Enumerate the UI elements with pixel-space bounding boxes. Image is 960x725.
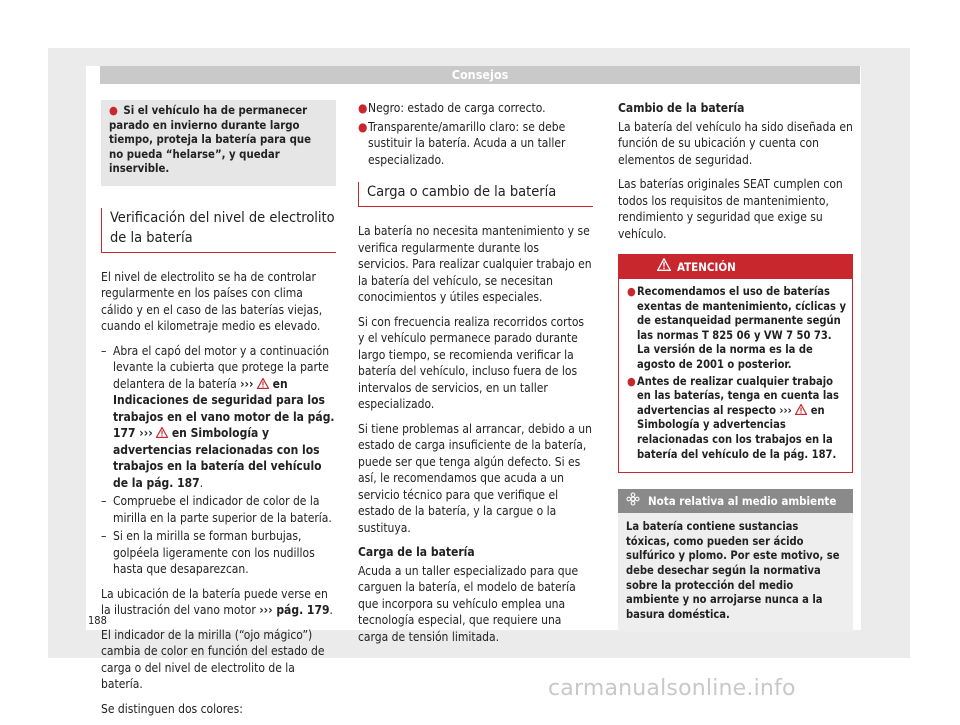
- warning-icon: [657, 258, 671, 271]
- bullet-icon: ●: [109, 104, 118, 117]
- column-2: [358, 100, 593, 653]
- section-header: Consejos: [100, 66, 860, 84]
- paragraph: Si con frecuencia realiza recorridos cortos y el vehículo permanece parado durante largo tiempo, se recomienda verificar la batería del vehículo, incluso fuera de los intervalos de servicios, en un taller especializado.: [358, 314, 585, 411]
- paragraph: Si tiene problemas al arrancar, debido a un estado de carga insuficiente de la batería, puede ser que tenga algún defecto. Si es así, le recomendamos que acuda a un servicio técnico para que verifique el estado de la batería, y la cargue o la sustituya.: [358, 421, 592, 535]
- note-box: [101, 100, 336, 186]
- list-item: ● Transparente/amarillo claro: se debe sustituir la batería. Acuda a un taller especializado.: [358, 119, 566, 167]
- environment-title: Nota relativa al medio ambiente: [648, 494, 837, 509]
- paragraph: La batería no necesita mantenimiento y se verifica regularmente durante los servicios. Para realizar cualquier trabajo en la batería del vehículo, se necesitan conocimientos y útiles especiales.: [358, 224, 592, 304]
- environment-note-box: [618, 489, 853, 632]
- step-item: – Abra el capó del motor y a continuación levante la cubierta que protege la parte delantera de la batería ››› en Indicaciones de seguridad para los trabajos en el vano motor de la pág. 177 ››› en Simbología y advertencias relacionadas con los trabajos en la batería del vehículo de la pág. 187.: [101, 343, 335, 490]
- warning-title: ATENCIÓN: [677, 260, 736, 274]
- step-item: – Compruebe el indicador de color de la mirilla en la parte superior de la batería.: [101, 494, 332, 525]
- environment-body: La batería contiene sustancias tóxicas, como pueden ser ácido sulfúrico y plomo. Por este motivo, se debe desechar según la normativa sobre la protección del medio ambiente y no arrojarse nunca a la basura doméstica.: [626, 520, 840, 621]
- ref-link[interactable]: en Indicaciones de seguridad para los trabajos en el vano motor de la pág. 177: [113, 376, 335, 440]
- subheading-charge: Carga de la batería: [358, 545, 475, 559]
- bullet-icon: ●: [627, 374, 636, 388]
- section-heading-electrolyte: Verificación del nivel de electrolito de la batería: [101, 208, 336, 253]
- step-item: – Si en la mirilla se forman burbujas, golpéela ligeramente con los nudillos hasta que desaparezcan.: [101, 529, 315, 576]
- colors-intro: Se distinguen dos colores:: [101, 701, 243, 716]
- page-number: 188: [88, 614, 107, 627]
- warning-item: ● Antes de realizar cualquier trabajo en las baterías, tenga en cuenta las advertencias al respecto ››› en Simbología y advertencias relacionadas con los trabajos en la batería del vehículo de la pág. 187.: [627, 374, 839, 461]
- warning-icon: [795, 404, 807, 415]
- bullet-icon: ●: [358, 101, 368, 115]
- environment-header: [618, 489, 853, 513]
- warning-header: [619, 255, 852, 279]
- warning-icon: [257, 378, 269, 389]
- column-1: [101, 100, 336, 725]
- environment-flower-icon: [626, 492, 640, 506]
- ref-arrow[interactable]: ›››: [139, 426, 153, 440]
- paragraph: La batería del vehículo ha sido diseñada en función de su ubicación y cuenta con elementos de seguridad.: [618, 119, 853, 167]
- warning-item: ● Recomendamos el uso de baterías exentas de mantenimiento, cíclicas y de estanqueidad permanente según las normas T 825 06 y VW 7 50 73. La versión de la norma es la de agosto de 2001 o posterior.: [627, 285, 846, 371]
- indicator-paragraph: El indicador de la mirilla (“ojo mágico”) cambia de color en función del estado de carga o del nivel de electrolito de la batería.: [101, 627, 325, 691]
- warning-icon: [156, 427, 168, 438]
- section-heading-charge: Carga o cambio de la batería: [358, 182, 593, 207]
- note-text: Si el vehículo ha de permanecer parado en invierno durante largo tiempo, proteja la batería para que no pueda “helarse”, y quedar inservible.: [109, 104, 311, 175]
- ref-link[interactable]: en Simbología y advertencias relacionadas con los trabajos en la batería del vehículo de la pág. 187: [637, 403, 833, 461]
- ref-arrow[interactable]: ›››: [779, 403, 792, 417]
- paragraph: Las baterías originales SEAT cumplen con todos los requisitos de mantenimiento, rendimiento y seguridad que exige su vehículo.: [618, 177, 843, 241]
- warning-body: [619, 279, 852, 472]
- page-ref-link[interactable]: ››› pág. 179: [259, 603, 330, 617]
- location-paragraph: La ubicación de la batería puede verse en la ilustración del vano motor ››› pág. 179.: [101, 586, 333, 617]
- bullet-icon: ●: [627, 285, 636, 298]
- column-3: [618, 100, 853, 632]
- intro-paragraph: El nivel de electrolito se ha de controlar regularmente en los países con clima cálido y en el caso de las baterías viejas, cuando el kilometraje medio es elevado.: [101, 269, 323, 333]
- list-item: ● Negro: estado de carga correcto.: [358, 101, 546, 115]
- watermark: carmanualsonline.info: [548, 676, 796, 701]
- ref-arrow[interactable]: ›››: [240, 376, 254, 391]
- paragraph: Acuda a un taller especializado para que carguen la batería, el modelo de batería que incorpora su vehículo emplea una tecnología especial, que requiere una carga de tensión limitada.: [358, 563, 579, 644]
- bullet-icon: ●: [358, 119, 368, 134]
- ref-link[interactable]: en Simbología y advertencias relacionadas con los trabajos en la batería del vehículo de la pág. 187: [113, 426, 322, 490]
- subheading-replace: Cambio de la batería: [618, 101, 745, 115]
- warning-box: [618, 254, 853, 473]
